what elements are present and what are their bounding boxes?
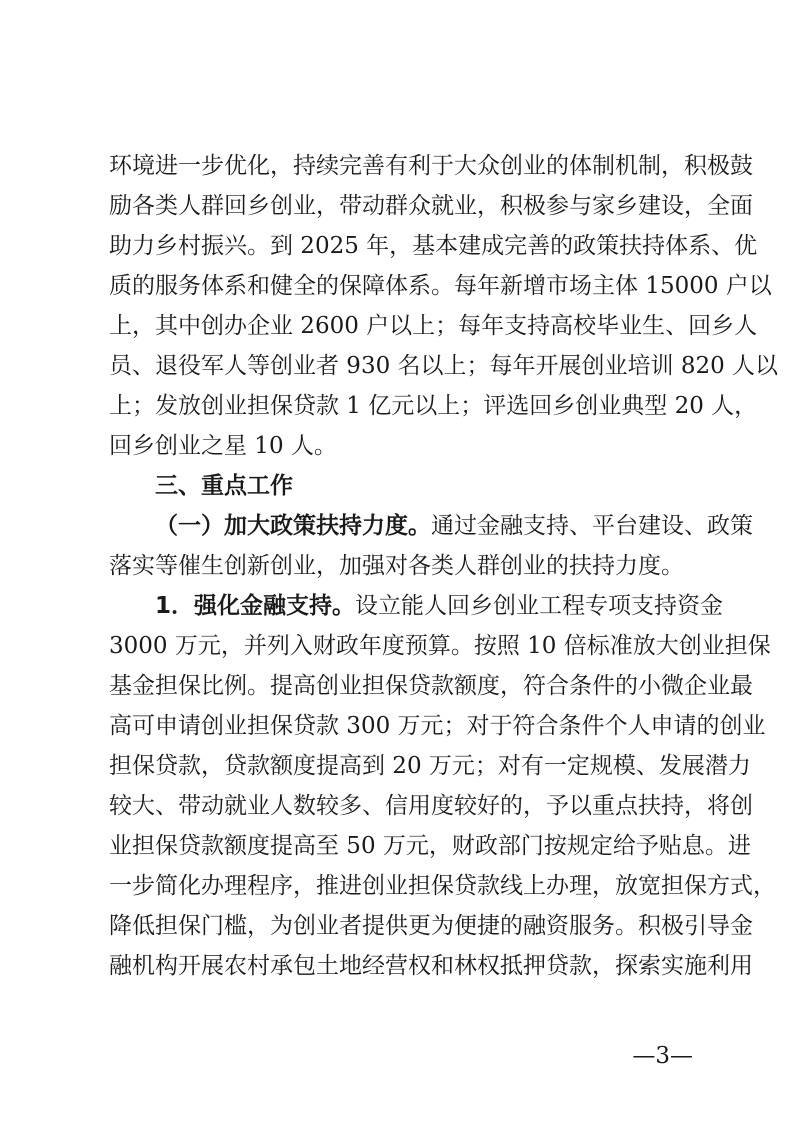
paragraph-line: 落实等催生创新创业，加强对各类人群创业的扶持力度。	[109, 553, 684, 579]
paragraph-line: 环境进一步优化，持续完善有利于大众创业的体制机制，积极鼓	[109, 153, 753, 179]
item-heading-line	[109, 586, 724, 626]
paragraph-line: 较大、带动就业人数较多、信用度较好的，予以重点扶持，将创	[109, 793, 753, 819]
paragraph-line: 降低担保门槛，为创业者提供更为便捷的融资服务。积极引导金	[109, 913, 753, 939]
paragraph-line: 励各类人群回乡创业，带动群众就业，积极参与家乡建设，全面	[109, 193, 753, 219]
body-text	[109, 146, 779, 986]
paragraph-line: 上；发放创业担保贷款 1 亿元以上；评选回乡创业典型 20 人，	[109, 393, 758, 419]
paragraph-line: 一步简化办理程序，推进创业担保贷款线上办理，放宽担保方式，	[109, 873, 776, 899]
sub-heading-title: （一）加大政策扶持力度。	[155, 513, 431, 539]
paragraph-line: 回乡创业之星 10 人。	[109, 433, 337, 459]
sub-heading-text: 通过金融支持、平台建设、政策	[431, 513, 753, 539]
page-number: —3—	[632, 1043, 693, 1069]
paragraph-line: 3000 万元，并列入财政年度预算。按照 10 倍标准放大创业担保	[109, 633, 771, 659]
paragraph-line: 业担保贷款额度提高至 50 万元，财政部门按规定给予贴息。进	[109, 833, 751, 859]
paragraph-line: 担保贷款，贷款额度提高到 20 万元；对有一定规模、发展潜力	[109, 753, 751, 779]
paragraph-line: 融机构开展农村承包土地经营权和林权抵押贷款，探索实施利用	[109, 953, 753, 979]
item-title: 1．强化金融支持。	[155, 593, 356, 619]
item-text: 设立能人回乡创业工程专项支持资金	[355, 593, 724, 619]
paragraph-line: 上，其中创办企业 2600 户以上；每年支持高校毕业生、回乡人	[109, 313, 758, 339]
paragraph-line: 员、退役军人等创业者 930 名以上；每年开展创业培训 820 人以	[109, 353, 779, 379]
paragraph-line: 助力乡村振兴。到 2025 年，基本建成完善的政策扶持体系、优	[109, 233, 758, 259]
paragraph-line: 高可申请创业担保贷款 300 万元；对于符合条件个人申请的创业	[109, 713, 766, 739]
paragraph-line: 基金担保比例。提高创业担保贷款额度，符合条件的小微企业最	[109, 673, 753, 699]
section-heading: 三、重点工作	[155, 473, 293, 499]
sub-heading-line	[109, 506, 753, 546]
paragraph-line: 质的服务体系和健全的保障体系。每年新增市场主体 15000 户以	[109, 273, 772, 299]
